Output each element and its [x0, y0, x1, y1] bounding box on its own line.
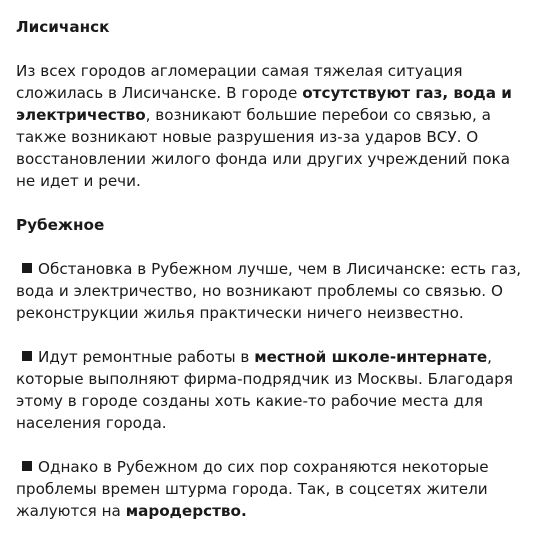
bullet-text: Обстановка в Рубежном лучше, чем в Лисичанске: есть газ, вода и электричество, но возникают проблемы со связью. О реконструкции жилья практически ничего неизвестно.: [16, 260, 522, 322]
spacer: [16, 434, 523, 456]
black-square-icon: [22, 351, 32, 361]
black-square-icon: [22, 461, 32, 471]
black-square-icon: [22, 263, 32, 273]
spacer: [16, 236, 523, 258]
bullet-bold-text: мародерство.: [125, 502, 247, 520]
bullet-item: [16, 346, 523, 434]
section-heading-rubezhnoe: Рубежное: [16, 216, 105, 234]
bullet-text: , которые выполняют фирма-подрядчик из Москвы. Благодаря этому в городе созданы хоть какие-то рабочие места для населения города.: [16, 348, 513, 432]
bullet-bold-text: местной школе-интернате: [254, 348, 488, 366]
section-heading-lisichansk: Лисичанск: [16, 18, 110, 36]
paragraph-text: , возникают большие перебои со связью, а также возникают новые разрушения из-за ударов ВСУ. О восстановлении жилого фонда или других учреждений пока не идет и речи.: [16, 106, 511, 190]
bullet-item: [16, 258, 523, 324]
spacer: [16, 38, 523, 60]
spacer: [16, 192, 523, 214]
paragraph-text: Из всех городов агломерации самая тяжелая ситуация сложилась в Лисичанске. В городе: [16, 62, 463, 102]
paragraph-lisichansk: [16, 60, 523, 192]
spacer: [16, 324, 523, 346]
paragraph-bold-text: отсутствуют газ, вода и электричество: [16, 84, 512, 124]
bullet-text: Однако в Рубежном до сих пор сохраняются некоторые проблемы времен штурма города. Так, в соцсетях жители жалуются на: [16, 458, 489, 520]
bullet-item: [16, 456, 523, 522]
bullet-text: Идут ремонтные работы в: [38, 348, 255, 366]
